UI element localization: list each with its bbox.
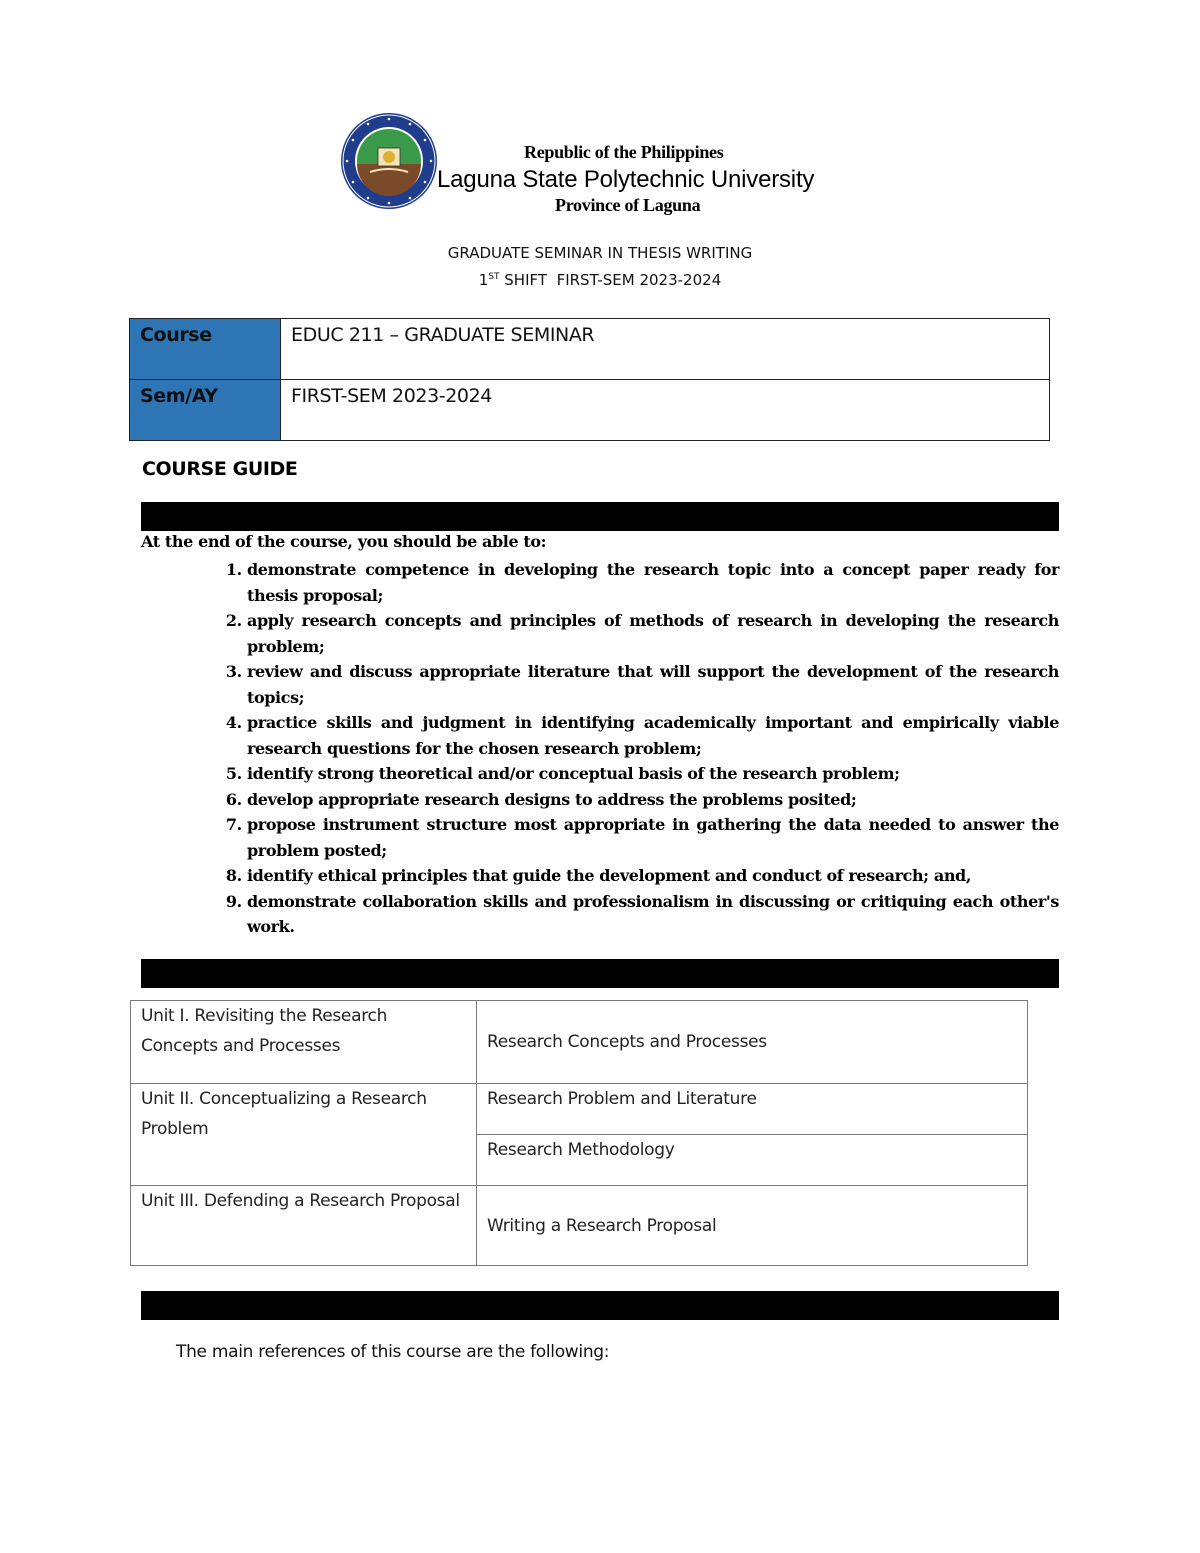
outcome-item: 4. practice skills and judgment in identifying academically important and empirically viable research questions for the chosen research problem; [247,710,1059,761]
outcome-item: 8. identify ethical principles that guide the development and conduct of research; and, [247,863,1059,889]
outcome-item: 1. demonstrate competence in developing the research topic into a concept paper ready for thesis proposal; [247,557,1059,608]
republic-heading: Republic of the Philippines [524,142,724,162]
sem-row [130,380,1050,441]
sem-value: FIRST-SEM 2023-2024 [281,380,1050,441]
topic-cell: Research Problem and Literature [477,1084,1028,1135]
course-row [130,319,1050,380]
university-name: Laguna State Polytechnic University [437,166,815,193]
outcomes-intro: At the end of the course, you should be able to: [141,532,547,551]
outcome-item: 7. propose instrument structure most appropriate in gathering the data needed to answer the problem posted; [247,812,1059,863]
course-info-table [129,318,1050,441]
section-bar-outcomes [141,502,1059,531]
outcome-item: 9. demonstrate collaboration skills and professionalism in discussing or critiquing each other's work. [247,889,1059,940]
unit-cell: Unit I. Revisiting the Research Concepts and Processes [131,1001,477,1084]
outcome-item: 6. develop appropriate research designs to address the problems posited; [247,787,1059,813]
seminar-title: GRADUATE SEMINAR IN THESIS WRITING [447,244,753,262]
topic-cell: Research Concepts and Processes [477,1001,1028,1084]
topic-cell: Research Methodology [477,1135,1028,1186]
outcomes-list [141,557,1059,940]
shift-semester-line: 1ST SHIFT FIRST-SEM 2023-2024 [478,271,722,289]
topic-cell: Writing a Research Proposal [477,1186,1028,1266]
province-heading: Province of Laguna [555,195,701,215]
university-seal-icon [340,112,438,210]
table-row [131,1084,1028,1135]
outcome-item: 5. identify strong theoretical and/or conceptual basis of the research problem; [247,761,1059,787]
sem-label: Sem/AY [130,380,281,441]
references-intro: The main references of this course are the following: [176,1342,610,1362]
course-guide-title: COURSE GUIDE [142,458,298,480]
course-label: Course [130,319,281,380]
outcome-item: 2. apply research concepts and principles of methods of research in developing the research problem; [247,608,1059,659]
unit-cell: Unit II. Conceptualizing a Research Problem [131,1084,477,1186]
outcome-item: 3. review and discuss appropriate literature that will support the development of the research topics; [247,659,1059,710]
course-value: EDUC 211 – GRADUATE SEMINAR [281,319,1050,380]
units-table [130,1000,1028,1266]
unit-cell: Unit III. Defending a Research Proposal [131,1186,477,1266]
table-row [131,1186,1028,1266]
section-bar-references [141,1291,1059,1320]
table-row [131,1001,1028,1084]
section-bar-units [141,959,1059,988]
